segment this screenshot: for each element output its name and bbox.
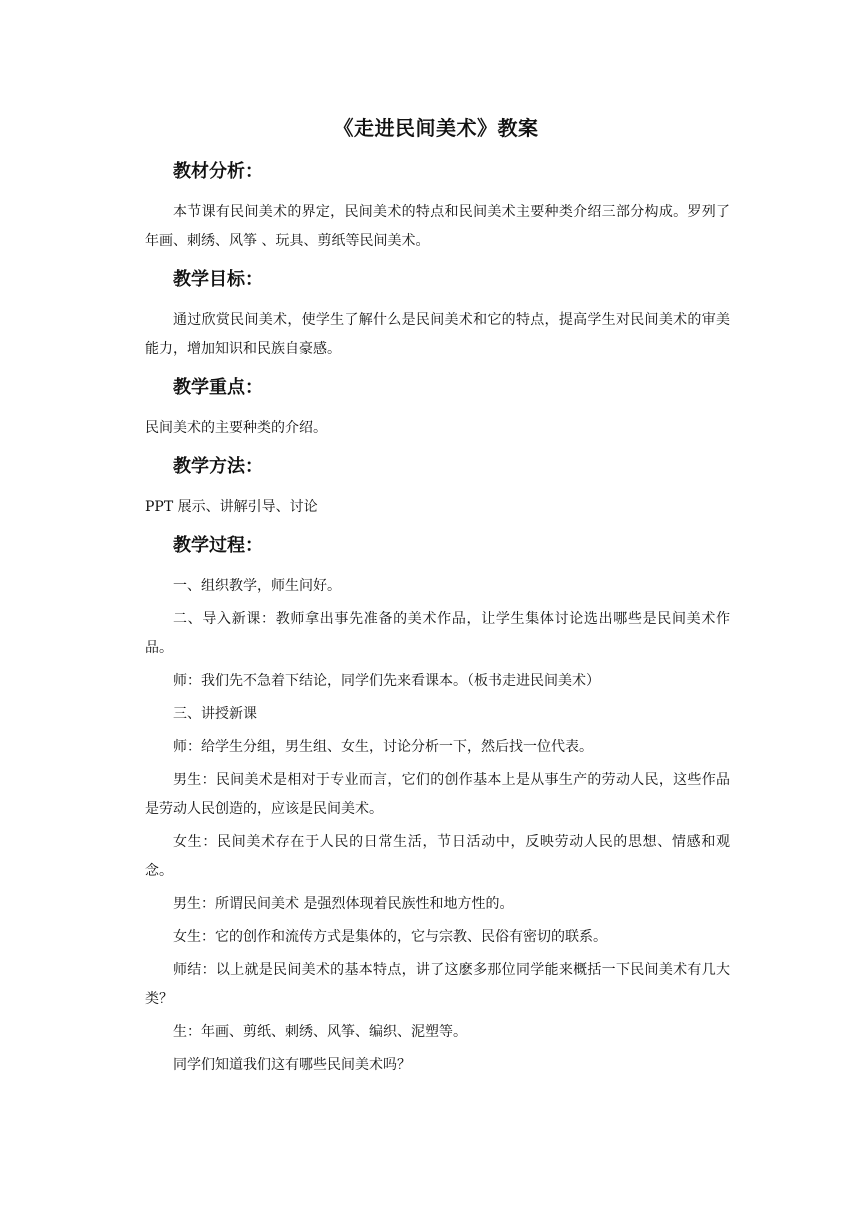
paragraph: 同学们知道我们这有哪些民间美术吗？	[173, 1057, 411, 1073]
paragraph: PPT 展示、讲解引导、讨论	[145, 499, 318, 515]
paragraph: 一、组织教学，师生问好。	[173, 578, 341, 594]
paragraph: 通过欣赏民间美术，使学生了解什么是民间美术和它的特点，提高学生对民间美术的审美能力，增加知识和民族自豪感。	[145, 312, 730, 357]
section-heading: 教学重点：	[173, 377, 263, 398]
section-heading: 教材分析：	[173, 161, 263, 182]
paragraph: 民间美术的主要种类的介绍。	[145, 420, 327, 436]
section-teaching-focus	[145, 374, 730, 443]
paragraph: 女生：它的创作和流传方式是集体的，它与宗教、民俗有密切的联系。	[173, 929, 607, 945]
paragraph: 男生：民间美术是相对于专业而言，它们的创作基本上是从事生产的劳动人民，这些作品是劳动人民创造的，应该是民间美术。	[145, 772, 730, 817]
section-teaching-methods	[145, 453, 730, 522]
paragraph: 师：给学生分组，男生组、女生，讨论分析一下，然后找一位代表。	[173, 739, 593, 755]
section-teaching-process	[145, 532, 730, 1080]
paragraph: 师结：以上就是民间美术的基本特点，讲了这麽多那位同学能来概括一下民间美术有几大类？	[145, 962, 730, 1007]
paragraph: 三、讲授新课	[173, 706, 257, 722]
paragraph: 二、导入新课：教师拿出事先准备的美术作品，让学生集体讨论选出哪些是民间美术作品。	[145, 611, 730, 656]
section-teaching-goals	[145, 266, 730, 364]
section-materials-analysis	[145, 158, 730, 256]
paragraph: 生：年画、剪纸、刺绣、风筝、编织、泥塑等。	[173, 1024, 467, 1040]
paragraph: 男生：所谓民间美术 是强烈体现着民族性和地方性的。	[173, 896, 514, 912]
section-heading: 教学方法：	[173, 456, 263, 477]
document-title: 《走进民间美术》教案	[333, 116, 539, 140]
paragraph: 本节课有民间美术的界定，民间美术的特点和民间美术主要种类介绍三部分构成。罗列了年画、刺绣、风筝 、玩具、剪纸等民间美术。	[145, 204, 730, 249]
section-heading: 教学过程：	[173, 535, 263, 556]
paragraph: 师：我们先不急着下结论，同学们先来看课本。（板书走进民间美术）	[173, 673, 600, 689]
paragraph: 女生：民间美术存在于人民的日常生活，节日活动中，反映劳动人民的思想、情感和观念。	[145, 834, 730, 879]
section-heading: 教学目标：	[173, 269, 263, 290]
